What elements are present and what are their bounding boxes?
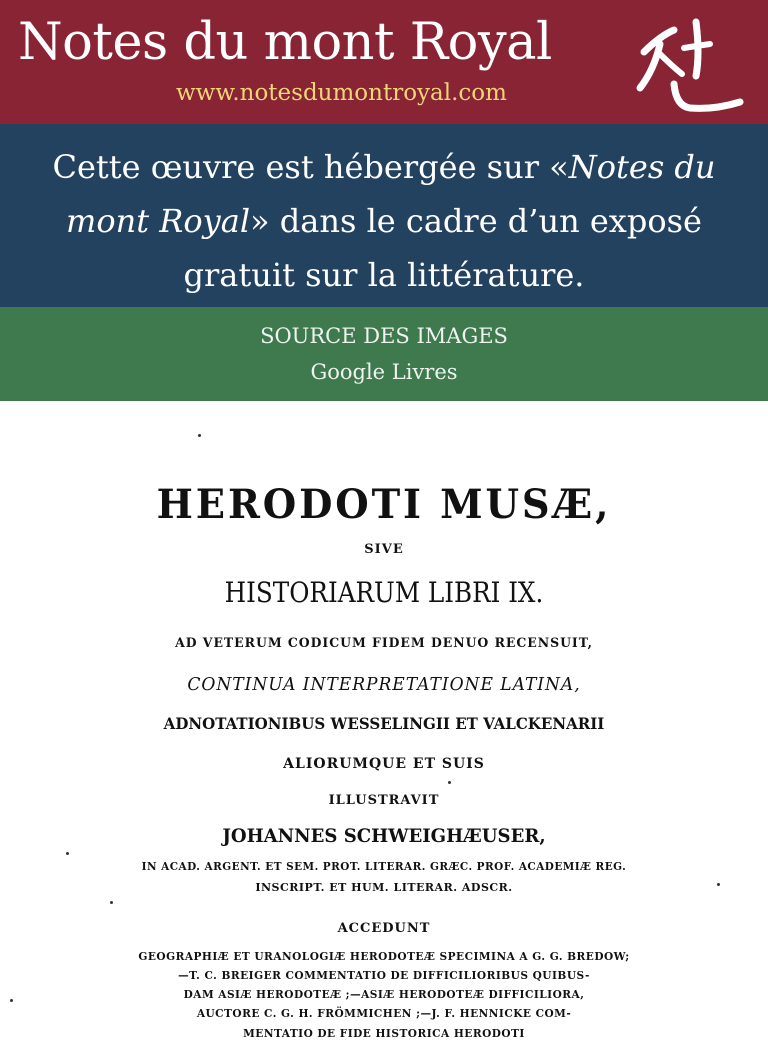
contents-line: GEOGRAPHIÆ ET URANOLOGIÆ HERODOTEÆ SPECIMINA A G. G. BREDOW; xyxy=(138,950,630,963)
brush-calligraphy-logo-icon xyxy=(630,14,748,118)
site-title: Notes du mont Royal xyxy=(18,13,552,72)
source-value: Google Livres xyxy=(310,360,458,384)
title-line: ACCEDUNT xyxy=(337,921,431,936)
hosting-notice-text xyxy=(26,140,742,302)
scan-speck xyxy=(10,999,13,1002)
scan-speck xyxy=(448,781,451,784)
scan-speck xyxy=(110,901,113,904)
book-subtitle: HISTORIARUM LIBRI IX. xyxy=(224,576,544,609)
notice-text-part2: » dans le cadre d’un exposé gratuit sur la littérature. xyxy=(183,202,702,294)
source-label: SOURCE DES IMAGES xyxy=(260,324,508,348)
author-name: JOHANNES SCHWEIGHÆUSER, xyxy=(222,825,546,847)
notice-site-name: Notes du mont Royal xyxy=(66,148,716,240)
contents-line: MENTATIO DE FIDE HISTORICA HERODOTI xyxy=(243,1027,525,1040)
title-line: ILLUSTRAVIT xyxy=(328,793,440,808)
scan-speck xyxy=(66,852,69,855)
contents-line: DAM ASIÆ HERODOTEÆ ;—ASIÆ HERODOTEÆ DIFFICILIORA, xyxy=(183,988,585,1001)
book-title: HERODOTI MUSÆ, xyxy=(156,481,612,528)
scanned-title-page xyxy=(0,401,768,1040)
author-credentials: INSCRIPT. ET HUM. LITERAR. ADSCR. xyxy=(255,881,513,894)
notice-text-part1: Cette œuvre est hébergée sur « xyxy=(52,148,569,186)
site-url-link[interactable]: www.notesdumontroyal.com xyxy=(176,80,507,106)
title-line: ALIORUMQUE ET SUIS xyxy=(283,756,485,772)
contents-line: —T. C. BREIGER COMMENTATIO DE DIFFICILIORIBUS QUIBUS- xyxy=(178,969,590,982)
site-header-banner xyxy=(0,0,768,124)
author-credentials: IN ACAD. ARGENT. ET SEM. PROT. LITERAR. GRÆC. PROF. ACADEMIÆ REG. xyxy=(141,860,627,873)
title-line: AD VETERUM CODICUM FIDEM DENUO RECENSUIT, xyxy=(175,636,593,651)
title-line: SIVE xyxy=(364,542,404,557)
title-line: CONTINUA INTERPRETATIONE LATINA, xyxy=(187,674,581,695)
image-source-banner xyxy=(0,307,768,401)
hosting-notice-banner xyxy=(0,124,768,307)
scan-speck xyxy=(198,434,201,437)
scan-speck xyxy=(717,883,720,886)
title-line: ADNOTATIONIBUS WESSELINGII ET VALCKENARII xyxy=(163,714,605,733)
contents-line: AUCTORE C. G. H. FRÖMMICHEN ;—J. F. HENNICKE COM- xyxy=(196,1007,572,1020)
